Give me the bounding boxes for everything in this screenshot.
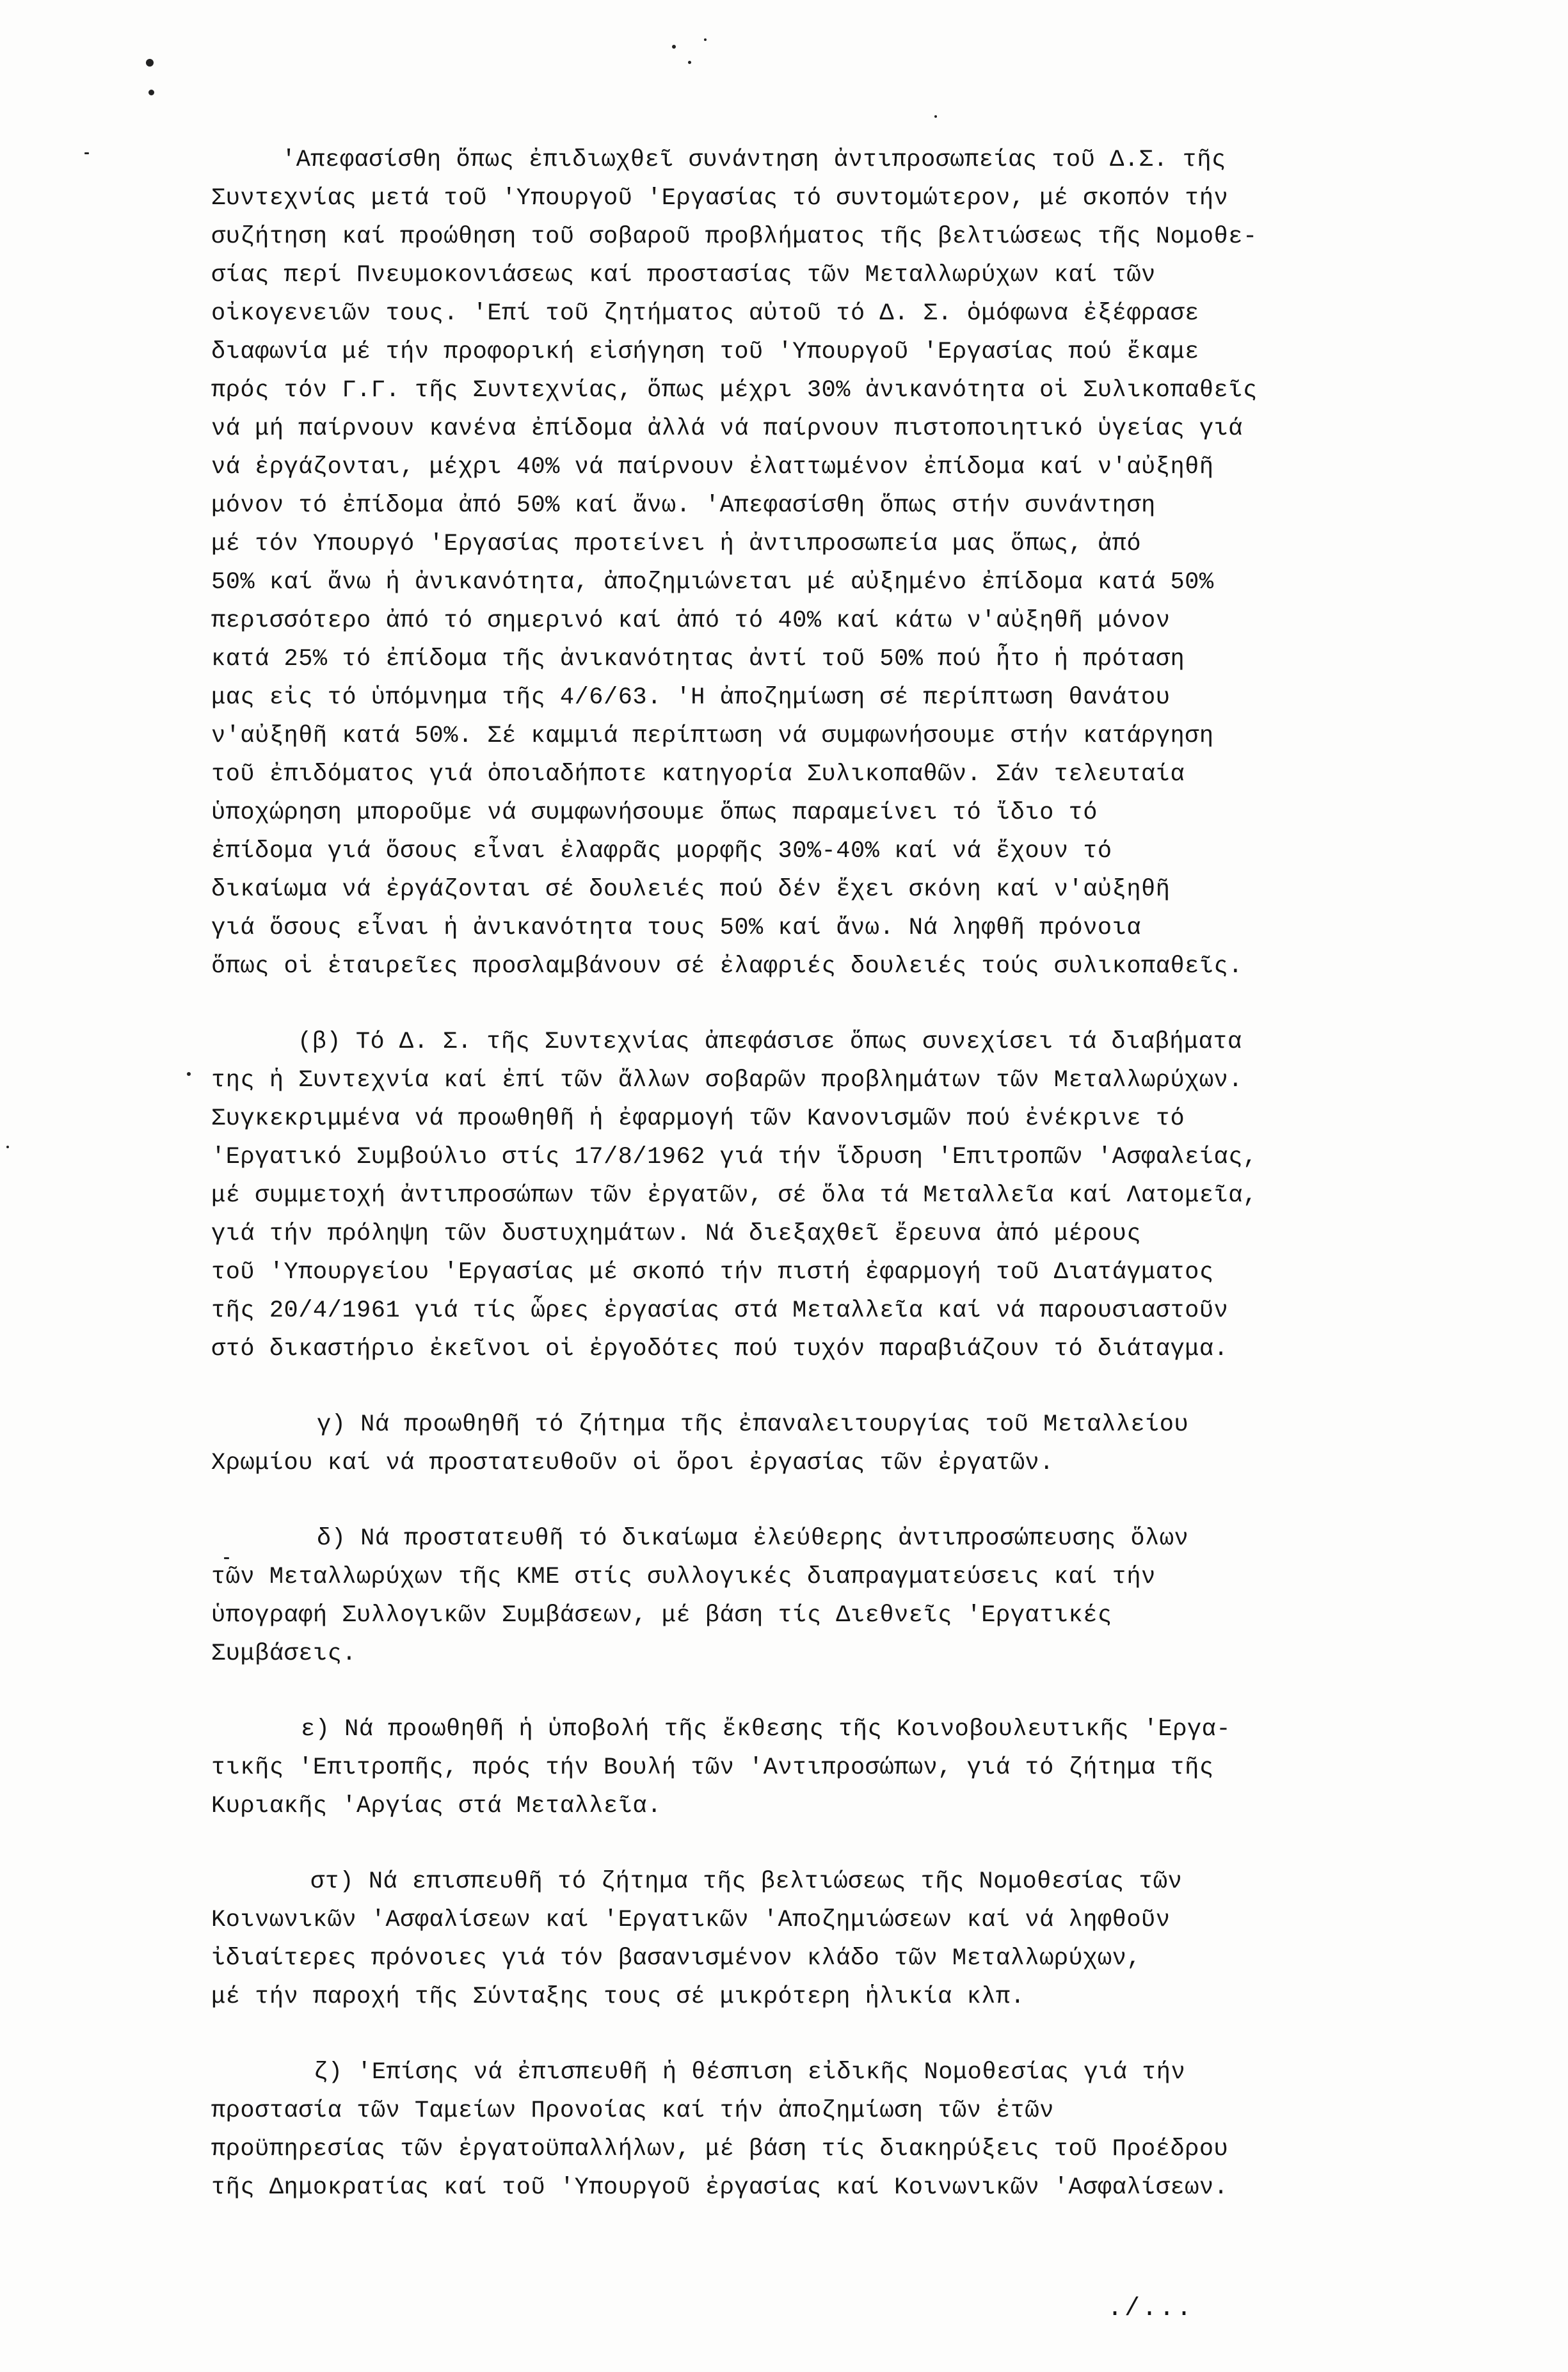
text-line: (β) Τό Δ. Σ. τῆς Συντεχνίας ἀπεφάσισε ὅπως συνεχίσει τά διαβήματα — [298, 1029, 1242, 1055]
text-line: ἐπίδομα γιά ὅσους εἶναι ἐλαφρᾶς μορφῆς 30%-40% καί νά ἔχουν τό — [211, 838, 1112, 865]
text-line: Συντεχνίας μετά τοῦ 'Υπουργοῦ 'Εργασίας τό συντομώτερον, μέ σκοπόν τήν — [211, 185, 1229, 212]
text-line: προϋπηρεσίας τῶν ἐργατοϋπαλλήλων, μέ βάση τίς διακηρύξεις τοῦ Προέδρου — [211, 2136, 1229, 2163]
text-line: Συγκεκριμμένα νά προωθηθῆ ἡ ἐφαρμογή τῶν Κανονισμῶν πού ἐνέκρινε τό — [211, 1105, 1185, 1132]
text-line: τοῦ 'Υπουργείου 'Εργασίας μέ σκοπό τήν πιστή ἐφαρμογή τοῦ Διατάγματος — [211, 1259, 1214, 1286]
text-line: νά ἐργάζονται, μέχρι 40% νά παίρνουν ἐλαττωμένον ἐπίδομα καί ν'αὐξηθῆ — [211, 454, 1214, 481]
text-line: δικαίωμα νά ἐργάζονται σέ δουλειές πού δέν ἔχει σκόνη καί ν'αὐξηθῆ — [211, 876, 1171, 903]
text-line: ὑπογραφή Συλλογικῶν Συμβάσεων, μέ βάση τίς Διεθνεῖς 'Εργατικές — [211, 1602, 1112, 1629]
text-line: 'Απεφασίσθη ὅπως ἐπιδιωχθεῖ συνάντηση ἀντιπροσωπείας τοῦ Δ.Σ. τῆς — [282, 147, 1226, 173]
text-line: τῶν Μεταλλωρύχων τῆς ΚΜΕ στίς συλλογικές διαπραγματεύσεις καί τήν — [211, 1564, 1156, 1591]
text-line: τοῦ ἐπιδόματος γιά ὁποιαδήποτε κατηγορία Συλικοπαθῶν. Σάν τελευταία — [211, 761, 1185, 788]
document-body — [211, 141, 1453, 2207]
text-line: μόνον τό ἐπίδομα ἀπό 50% καί ἄνω. 'Απεφασίσθη ὅπως στήν συνάντηση — [211, 492, 1156, 519]
paragraph-e — [211, 1710, 1453, 1825]
continuation-mark: ./... — [1107, 2295, 1194, 2323]
ink-speck — [688, 61, 691, 64]
text-line: δ) Νά προστατευθῆ τό δικαίωμα ἐλεύθερης ἀντιπροσώπευσης ὅλων — [317, 1525, 1189, 1552]
text-line: νά μή παίρνουν κανένα ἐπίδομα ἀλλά νά παίρνουν πιστοποιητικό ὑγείας γιά — [211, 415, 1243, 442]
text-line: γιά τήν πρόληψη τῶν δυστυχημάτων. Νά διεξαχθεῖ ἔρευνα ἀπό μέρους — [211, 1221, 1142, 1247]
text-line: μέ τόν Υπουργό 'Εργασίας προτείνει ἡ ἀντιπροσωπεία μας ὅπως, ἀπό — [211, 531, 1142, 557]
text-line: ὑποχώρηση μποροῦμε νά συμφωνήσουμε ὅπως παραμείνει τό ἴδιο τό — [211, 799, 1098, 826]
text-line: σίας περί Πνευμοκονιάσεως καί προστασίας τῶν Μεταλλωρύχων καί τῶν — [211, 262, 1156, 289]
text-line: Συμβάσεις. — [211, 1640, 357, 1667]
text-line: Χρωμίου καί νά προστατευθοῦν οἱ ὅροι ἐργασίας τῶν ἐργατῶν. — [211, 1450, 1054, 1477]
ink-speck — [672, 45, 676, 49]
text-line: στ) Νά επισπευθῆ τό ζήτημα τῆς βελτιώσεως τῆς Νομοθεσίας τῶν — [310, 1868, 1183, 1895]
text-line: Κοινωνικῶν 'Ασφαλίσεων καί 'Εργατικῶν 'Αποζημιώσεων καί νά ληφθοῦν — [211, 1907, 1171, 1934]
text-line: ε) Νά προωθηθῆ ἡ ὑποβολή τῆς ἔκθεσης τῆς Κοινοβουλευτικῆς 'Εργα- — [301, 1716, 1231, 1743]
text-line: προστασία τῶν Ταμείων Προνοίας καί τήν ἀποζημίωση τῶν ἐτῶν — [211, 2097, 1054, 2124]
ink-speck — [934, 115, 937, 118]
ink-speck — [146, 59, 154, 67]
paragraph-g — [211, 1406, 1453, 1482]
text-line: περισσότερο ἀπό τό σημερινό καί ἀπό τό 40% καί κάτω ν'αὐξηθῆ μόνον — [211, 607, 1171, 634]
text-line: μας εἰς τό ὑπόμνημα τῆς 4/6/63. 'Η ἀποζημίωση σέ περίπτωση θανάτου — [211, 684, 1171, 711]
text-line: τῆς Δημοκρατίας καί τοῦ 'Υπουργοῦ ἐργασίας καί Κοινωνικῶν 'Ασφαλίσεων. — [211, 2174, 1229, 2201]
text-line: πρός τόν Γ.Γ. τῆς Συντεχνίας, ὅπως μέχρι 30% ἀνικανότητα οἱ Συλικοπαθεῖς — [211, 377, 1258, 404]
ink-speck — [187, 1072, 191, 1076]
paragraph-intro — [211, 141, 1453, 986]
text-line: στό δικαστήριο ἐκεῖνοι οἱ ἐργοδότες πού τυχόν παραβιάζουν τό διάταγμα. — [211, 1336, 1229, 1363]
text-line: μέ συμμετοχή ἀντιπροσώπων τῶν ἐργατῶν, σέ ὅλα τά Μεταλλεῖα καί Λατομεῖα, — [211, 1182, 1258, 1209]
text-line: ν'αὐξηθῆ κατά 50%. Σέ καμμιά περίπτωση νά συμφωνήσουμε στήν κατάργηση — [211, 723, 1214, 749]
text-line: τῆς 20/4/1961 γιά τίς ὧρες ἐργασίας στά Μεταλλεῖα καί νά παρουσιαστοῦν — [211, 1297, 1229, 1324]
text-line: 'Εργατικό Συμβούλιο στίς 17/8/1962 γιά τήν ἵδρυση 'Επιτροπῶν 'Ασφαλείας, — [211, 1144, 1258, 1171]
text-line: γιά ὅσους εἶναι ἡ ἀνικανότητα τους 50% καί ἄνω. Νά ληφθῆ πρόνοια — [211, 915, 1142, 942]
text-line: συζήτηση καί προώθηση τοῦ σοβαροῦ προβλήματος τῆς βελτιώσεως τῆς Νομοθε- — [211, 223, 1258, 250]
ink-speck — [148, 90, 154, 95]
ink-speck — [84, 152, 89, 154]
text-line: οἰκογενειῶν τους. 'Επί τοῦ ζητήματος αὐτοῦ τό Δ. Σ. ὁμόφωνα ἐξέφρασε — [211, 300, 1199, 327]
paragraph-z — [211, 2053, 1453, 2207]
text-line: ζ) 'Επίσης νά ἐπισπευθῆ ἡ θέσπιση εἰδικῆς Νομοθεσίας γιά τήν — [314, 2059, 1186, 2086]
paragraph-d — [211, 1519, 1453, 1673]
text-line: τικῆς 'Επιτροπῆς, πρός τήν Βουλή τῶν 'Αντιπροσώπων, γιά τό ζήτημα τῆς — [211, 1754, 1214, 1781]
text-line: κατά 25% τό ἐπίδομα τῆς ἀνικανότητας ἀντί τοῦ 50% πού ἦτο ἡ πρόταση — [211, 646, 1185, 673]
ink-speck — [6, 1146, 9, 1148]
text-line: 50% καί ἄνω ἡ ἀνικανότητα, ἀποζημιώνεται μέ αὐξημένο ἐπίδομα κατά 50% — [211, 569, 1214, 596]
text-line: διαφωνία μέ τήν προφορική εἰσήγηση τοῦ 'Υπουργοῦ 'Εργασίας πού ἔκαμε — [211, 339, 1199, 365]
text-line: Κυριακῆς 'Αργίας στά Μεταλλεῖα. — [211, 1793, 662, 1820]
paragraph-st — [211, 1863, 1453, 2016]
text-line: ὅπως οἱ ἑταιρεῖες προσλαμβάνουν σέ ἐλαφριές δουλειές τούς συλικοπαθεῖς. — [211, 953, 1243, 980]
text-line: της ἡ Συντεχνία καί ἐπί τῶν ἄλλων σοβαρῶν προβλημάτων τῶν Μεταλλωρύχων. — [211, 1067, 1243, 1094]
text-line: ἰδιαίτερες πρόνοιες γιά τόν βασανισμένον κλάδο τῶν Μεταλλωρύχων, — [211, 1945, 1142, 1972]
paragraph-b — [211, 1023, 1453, 1368]
text-line: μέ τήν παροχή τῆς Σύνταξης τους σέ μικρότερη ἡλικία κλπ. — [211, 1983, 1025, 2010]
text-line: γ) Νά προωθηθῆ τό ζήτημα τῆς ἐπαναλειτουργίας τοῦ Μεταλλείου — [317, 1411, 1189, 1438]
ink-speck — [704, 38, 707, 41]
